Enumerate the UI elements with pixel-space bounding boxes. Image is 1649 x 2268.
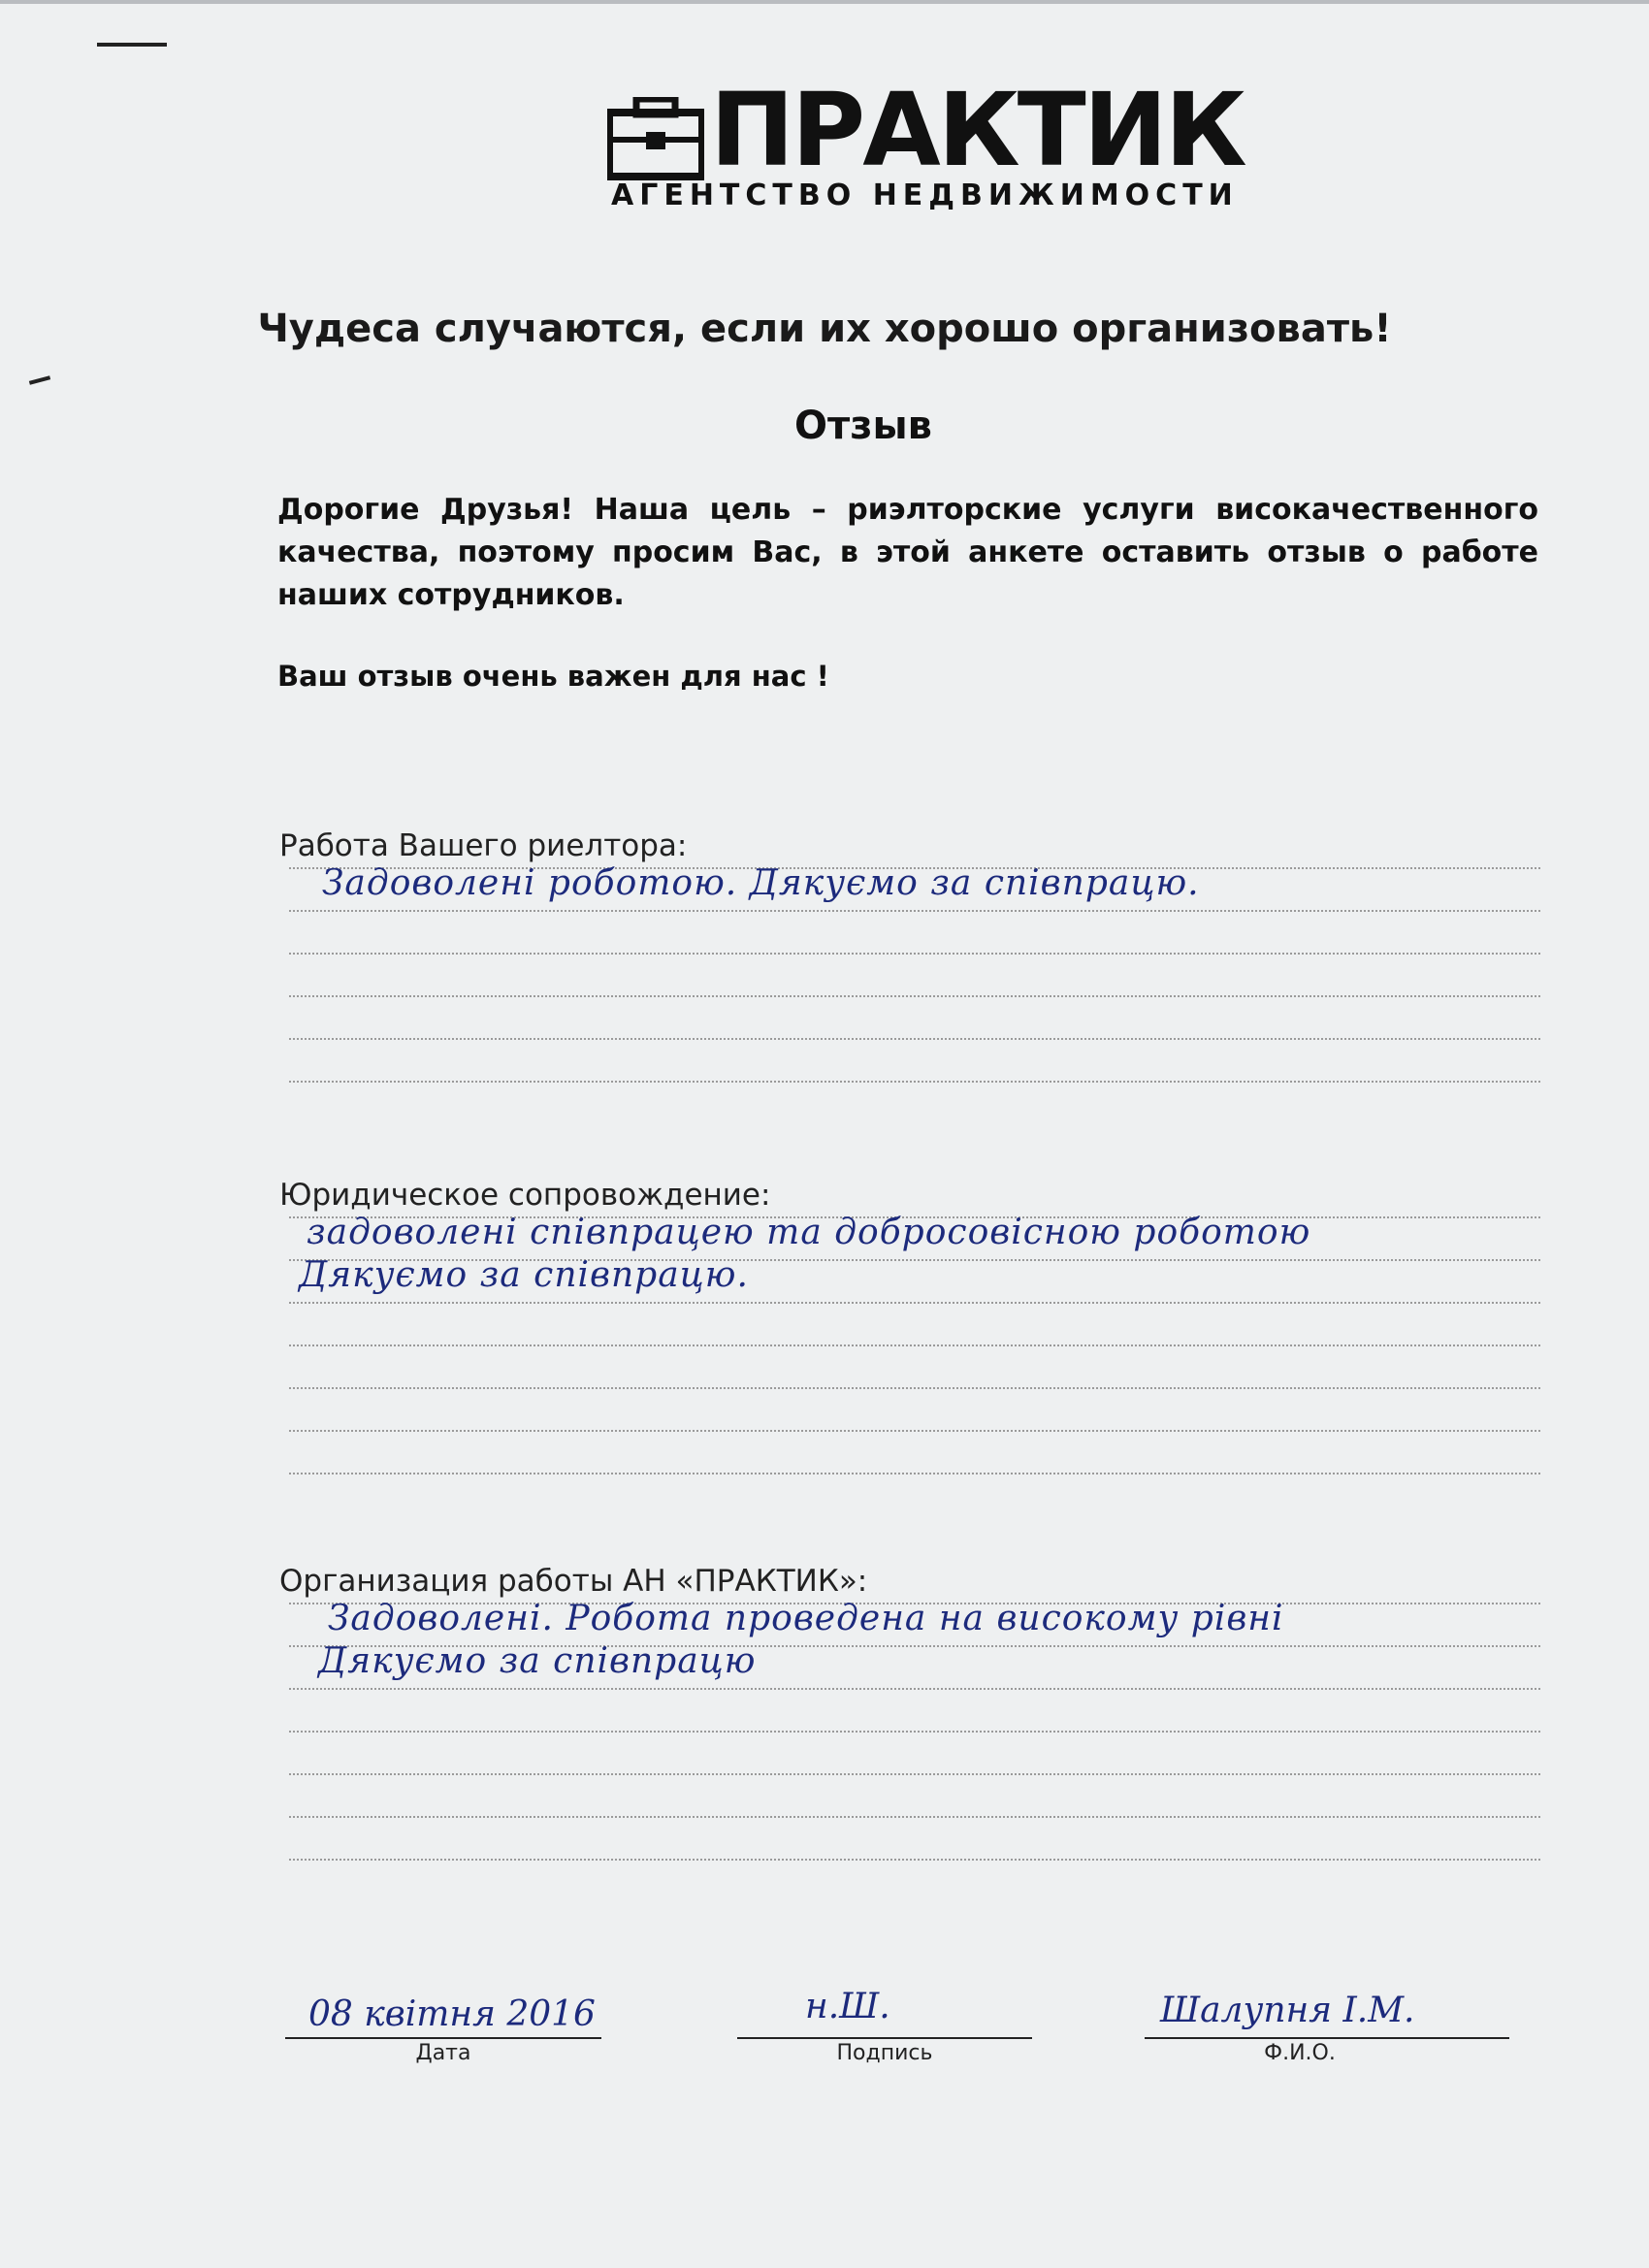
dotted-line: [289, 995, 1540, 997]
dotted-line: [289, 1345, 1540, 1346]
dotted-line: [289, 953, 1540, 955]
handwritten-answer: Задоволені роботою. Дякуємо за співпрацю.: [322, 863, 1200, 903]
signature-line[interactable]: [737, 2037, 1032, 2039]
name-line[interactable]: [1145, 2037, 1509, 2039]
section-label: Организация работы АН «ПРАКТИК»:: [279, 1564, 868, 1599]
date-value: 08 квітня 2016: [308, 1994, 596, 2034]
name-caption: Ф.И.О.: [1264, 2041, 1336, 2065]
scan-mark: [97, 43, 167, 47]
briefcase-icon: [607, 97, 704, 180]
handwritten-answer: Задоволені. Робота проведена на високому рівні: [328, 1599, 1284, 1638]
section-label: Работа Вашего риелтора:: [279, 828, 688, 863]
date-caption: Дата: [415, 2041, 471, 2065]
feedback-section-realtor: [279, 828, 1540, 1139]
dotted-line: [289, 1387, 1540, 1389]
handwritten-answer: Дякуємо за співпрацю: [318, 1641, 757, 1681]
name-value: Шалупня І.М.: [1160, 1991, 1415, 2030]
dotted-line: [289, 1081, 1540, 1083]
dotted-line: [289, 1688, 1540, 1690]
dotted-line: [289, 1302, 1540, 1304]
handwritten-answer: задоволені співпрацею та добросовісною роботою: [307, 1213, 1311, 1252]
handwritten-answer: Дякуємо за співпрацю.: [299, 1255, 749, 1295]
slogan: Чудеса случаются, если их хорошо организовать!: [257, 307, 1392, 351]
feedback-section-legal: [279, 1178, 1540, 1488]
feedback-section-organization: [279, 1564, 1540, 1874]
dotted-line: [289, 1731, 1540, 1733]
dotted-line: [289, 1473, 1540, 1474]
page-title: Отзыв: [794, 404, 932, 448]
answer-area[interactable]: [279, 1599, 1540, 1874]
important-note: Ваш отзыв очень важен для нас !: [277, 660, 829, 693]
intro-text: Дорогие Друзья! Наша цель – риэлторские услуги високачественного качества, поэтому просим Вас, в этой анкете оставить отзыв о работе наших сотрудников.: [277, 493, 1538, 612]
logo-subtitle: АГЕНТСТВО НЕДВИЖИМОСТИ: [611, 178, 1239, 212]
dotted-line: [289, 1773, 1540, 1775]
logo-name: ПРАКТИК: [710, 71, 1245, 189]
scan-mark: [29, 375, 50, 385]
dotted-line: [289, 910, 1540, 912]
section-label: Юридическое сопровождение:: [279, 1178, 771, 1213]
dotted-line: [289, 1816, 1540, 1818]
signature-value: н.Ш.: [805, 1987, 890, 2026]
answer-area[interactable]: [279, 1213, 1540, 1488]
dotted-line: [289, 1859, 1540, 1861]
date-line[interactable]: [285, 2037, 601, 2039]
scan-edge: [0, 0, 1649, 4]
dotted-line: [289, 1038, 1540, 1040]
answer-area[interactable]: [279, 863, 1540, 1139]
dotted-line: [289, 1430, 1540, 1432]
signature-caption: Подпись: [836, 2041, 933, 2065]
company-logo: [607, 71, 1245, 219]
